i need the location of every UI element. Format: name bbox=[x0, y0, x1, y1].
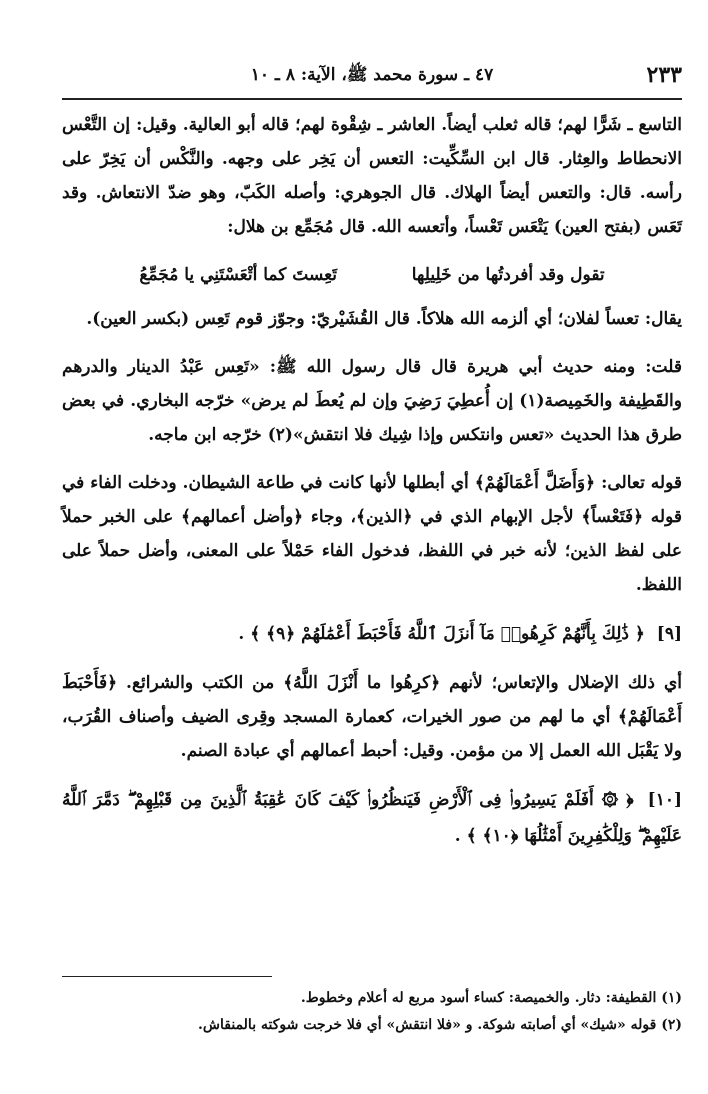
ayah-9 bbox=[62, 616, 682, 652]
ayah-number: [١٠] bbox=[647, 790, 683, 810]
paragraph: يقال: تعساً لفلان؛ أي ألزمه الله هلاكاً. قال القُشَيْريّ: وجوّز قوم تَعِس (بكسر العين). bbox=[86, 309, 682, 329]
verse-second-half: تَعِستَ كما أتْعَسْتَنِي يا مُجَمِّعُ bbox=[139, 265, 338, 285]
poem-verse bbox=[62, 258, 682, 292]
paragraph: قلت: ومنه حديث أبي هريرة قال قال رسول الله ﷺ: «تَعِس عَبْدُ الدينار والدرهم والقَطِيفة والخَمِيصة(١) إن أُعطِيَ رَضِيَ وإن لم يُعطَ لم يرض» خرّجه البخاري. في بعض طرق هذا الحديث «تعس وانتكس وإذا شِيك فلا انتقش»(٢) خرّجه ابن ماجه. bbox=[62, 357, 682, 445]
ayah-text: ﴿ ذَٰلِكَ بِأَنَّهُمْ كَرِهُوا۟ مَآ أَنزَلَ ٱللَّهُ فَأَحْبَطَ أَعْمَٰلَهُمْ ﴿٩﴾ ﴾ . bbox=[238, 624, 645, 644]
footnotes bbox=[62, 985, 682, 1039]
ayah-number: [٩] bbox=[656, 624, 682, 644]
ayah-text: ﴿ ۞ أَفَلَمْ يَسِيرُوا۟ فِى ٱلْأَرْضِ فَيَنظُرُوا۟ كَيْفَ كَانَ عَٰقِبَةُ ٱلَّذِينَ مِن قَبْلِهِمْ ۖ دَمَّرَ ٱللَّهُ عَلَيْهِمْ ۖ وَلِلْكَٰفِرِينَ أَمْثَٰلُهَا ﴿١٠﴾ ﴾ . bbox=[62, 790, 682, 846]
page-header bbox=[62, 58, 682, 100]
footnote: (١) القطيفة: دثار. والخميصة: كساء أسود مربع له أعلام وخطوط. bbox=[300, 990, 682, 1006]
verse-first-half: تقول وقد أفردتُها من خَلِيلِها bbox=[411, 265, 605, 285]
paragraph: أي ذلك الإضلال والإتعاس؛ لأنهم ﴿كرِهُوا ما أَنْزَلَ اللَّهُ﴾ من الكتب والشرائع. ﴿فَأَحْبَطَ أَعْمَالَهُمْ﴾ أي ما لهم من صور الخيرات، كعمارة المسجد وقِرى الضيف وأصناف القُرَب، ولا يَقْبَل الله العمل إلا من مؤمن. وقيل: أحبط أعمالهم أي عبادة الصنم. bbox=[62, 673, 682, 761]
page-number: ٢٣٣ bbox=[646, 62, 682, 88]
footnote: (٢) قوله «شيك» أي أصابته شوكة. و «فلا انتقش» أي فلا خرجت شوكته بالمنقاش. bbox=[198, 1017, 682, 1033]
paragraph: قوله تعالى: ﴿وَأَضَلَّ أَعْمَالَهُمْ﴾ أي أبطلها لأنها كانت في طاعة الشيطان. ودخلت الفاء في قوله ﴿فَتَعْساً﴾ لأجل الإبهام الذي في ﴿الذين﴾، وجاء ﴿وأضل أعمالهم﴾ على الخبر حملاً على لفظ الذين؛ لأنه خبر في اللفظ، فدخول الفاء حَمْلاً على المعنى، وأضل حملاً على اللفظ. bbox=[62, 473, 682, 595]
ayah-10 bbox=[62, 782, 682, 854]
main-text bbox=[62, 108, 682, 868]
running-title: ٤٧ ـ سورة محمد ﷺ، الآية: ٨ ـ ١٠ bbox=[250, 65, 494, 85]
paragraph: التاسع ـ شَرًّا لهم؛ قاله ثعلب أيضاً. العاشر ـ شِقْوة لهم؛ قاله أبو العالية. وقيل: إن التَّعْس الانحطاط والعِثار. قال ابن السِّكِّيت: التعس أن يَخِر على وجهه. والنَّكْس أن يَخِرّ على رأسه. قال: والتعس أيضاً الهلاك. قال الجوهري: وأصله الكَبّ، وهو ضدّ الانتعاش. وقد تَعَس (بفتح العين) يَتْعَس تَعْساً، وأتعسه الله. قال مُجَمِّع بن هلال: bbox=[62, 115, 682, 237]
footnote-separator bbox=[62, 976, 272, 977]
